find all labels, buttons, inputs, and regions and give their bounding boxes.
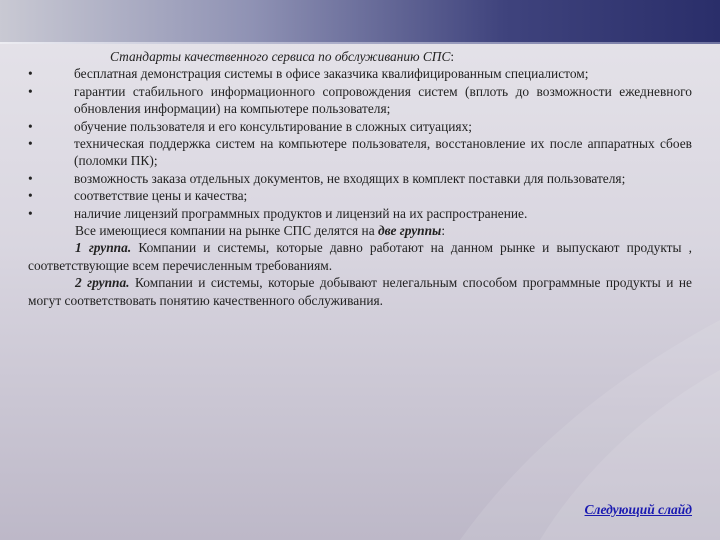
list-item-text: соответствие цены и качества; (74, 188, 248, 204)
bullet-icon: • (28, 83, 33, 99)
list-item (28, 135, 692, 170)
group-1-text: Компании и системы, которые давно работают на данном рынке и выпускают продукты , соответствующие всем перечисленным требованиям. (28, 240, 693, 273)
list-item-text: техническая поддержка систем на компьютере пользователя, восстановление их после аппаратных сбоев (поломки ПК); (74, 136, 692, 169)
group-1-label: 1 группа. (75, 240, 132, 256)
list-item (28, 187, 692, 204)
bullet-icon: • (28, 170, 33, 186)
bullet-icon: • (28, 118, 33, 134)
list-item-text: наличие лицензий программных продуктов и лицензий на их распространение. (74, 205, 528, 221)
bullet-icon: • (28, 205, 33, 221)
header-bar (0, 0, 720, 42)
list-item (28, 118, 692, 135)
list-item-text: бесплатная демонстрация системы в офисе заказчика квалифицированным специалистом; (74, 66, 589, 82)
next-slide-link[interactable]: Следующий слайд (584, 502, 692, 517)
slide-title-text: Стандарты качественного сервиса по обслуживанию СПС (110, 49, 451, 64)
groups-intro-end: : (441, 223, 446, 239)
list-item (28, 83, 692, 118)
groups-intro-emphasis: две группы (378, 223, 442, 239)
bullet-icon: • (28, 136, 33, 152)
groups-intro (28, 222, 692, 239)
groups-intro-text: Все имеющиеся компании на рынке СПС делятся на (75, 223, 378, 239)
slide-body (28, 48, 692, 309)
list-item (28, 65, 692, 82)
slide-title-colon: : (450, 49, 455, 64)
standards-list (28, 65, 692, 222)
group-2-text: Компании и системы, которые добывают нелегальным способом программные продукты и не могут соответствовать понятию качественного обслуживания. (28, 275, 692, 308)
list-item-text: гарантии стабильного информационного сопровождения систем (вплоть до возможности ежедневного обновления информации) на компьютере пользователя; (74, 83, 692, 117)
header-divider (0, 42, 720, 44)
bullet-icon: • (28, 66, 33, 82)
list-item-text: обучение пользователя и его консультирование в сложных ситуациях; (74, 118, 472, 134)
list-item-text: возможность заказа отдельных документов, не входящих в комплект поставки для пользователя; (74, 170, 626, 186)
list-item (28, 205, 692, 222)
list-item (28, 170, 692, 187)
group-2-label: 2 группа. (75, 275, 130, 291)
group-2-paragraph (28, 274, 692, 309)
group-1-paragraph (28, 239, 692, 274)
bullet-icon: • (28, 188, 33, 204)
slide-title (28, 48, 692, 65)
